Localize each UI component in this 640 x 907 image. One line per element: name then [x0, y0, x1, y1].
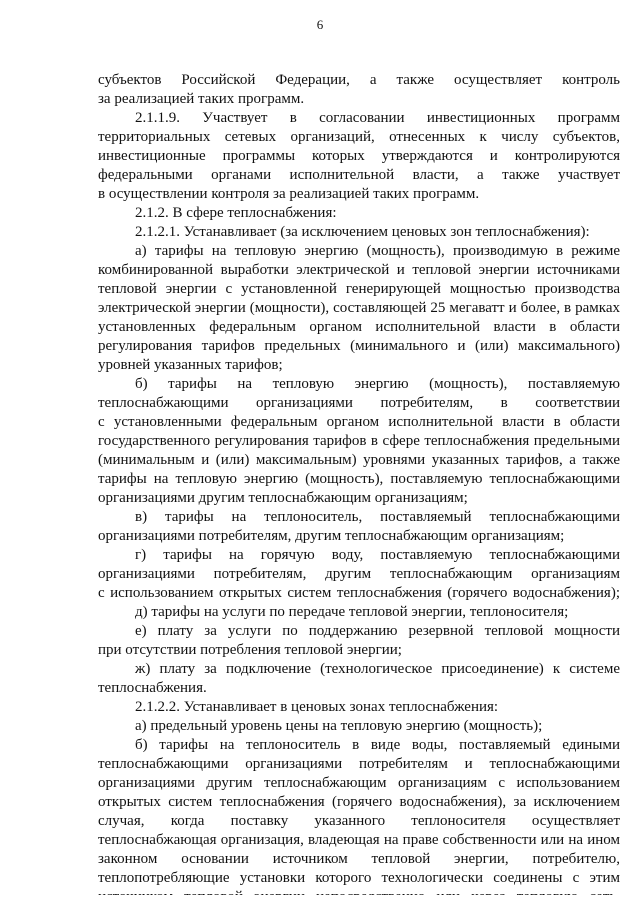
- text-line: комбинированной выработки электрической и тепловой энергии источниками: [98, 262, 620, 278]
- text-line: федеральными органами исполнительной власти, а также участвует: [98, 167, 620, 183]
- text-line: (минимальным и (или) максимальным) уровнями указанных тарифов, а также: [98, 452, 620, 468]
- text-line: организациями потребителям, другим теплоснабжающим организациям: [98, 566, 620, 582]
- text-line: государственного регулирования тарифов в сфере теплоснабжения предельными: [98, 433, 620, 449]
- text-line: инвестиционные программы которых утверждаются и контролируются: [98, 148, 620, 164]
- text-line: а) предельный уровень цены на тепловую энергию (мощность);: [135, 718, 543, 734]
- text-line: 2.1.2.2. Устанавливает в ценовых зонах теплоснабжения:: [135, 699, 499, 715]
- text-line: е) плату за услуги по поддержанию резервной тепловой мощности: [135, 623, 620, 639]
- text-line: тарифы на тепловую энергию (мощность), поставляемую теплоснабжающими: [98, 471, 620, 487]
- text-line: уровней указанных тарифов;: [98, 357, 283, 373]
- text-line: открытых систем теплоснабжения (горячего водоснабжения), за исключением: [98, 794, 620, 810]
- text-line: теплоснабжения.: [98, 680, 207, 696]
- text-line: случая, когда поставку указанного теплоносителя осуществляет: [98, 813, 620, 829]
- text-line: за реализацией таких программ.: [98, 91, 305, 107]
- text-line: д) тарифы на услуги по передаче тепловой энергии, теплоносителя;: [135, 604, 569, 620]
- text-line: а) тарифы на тепловую энергию (мощность), производимую в режиме: [135, 243, 620, 259]
- text-line: организациями другим теплоснабжающим организациям;: [98, 490, 468, 506]
- text-line: в осуществлении контроля за реализацией таких программ.: [98, 186, 480, 202]
- text-line: установленных федеральным органом исполнительной власти в области: [98, 319, 620, 335]
- text-line: территориальных сетевых организаций, отнесенных к числу субъектов,: [98, 129, 620, 145]
- text-line: электрической энергии (мощности), составляющей 25 мегаватт и более, в рамках: [98, 300, 620, 316]
- text-line: 2.1.2. В сфере теплоснабжения:: [135, 205, 337, 221]
- text-line: г) тарифы на горячую воду, поставляемую теплоснабжающими: [135, 547, 620, 563]
- text-line: организациями другим теплоснабжающим организациям с использованием: [98, 775, 620, 791]
- text-line: б) тарифы на тепловую энергию (мощность), поставляемую: [135, 376, 620, 392]
- text-line: регулирования тарифов предельных (минимального и (или) максимального): [98, 338, 620, 354]
- page-bottom-edge: [0, 895, 640, 905]
- text-line: организациями потребителям, другим теплоснабжающим организациям;: [98, 528, 565, 544]
- text-line: ж) плату за подключение (технологическое присоединение) к системе: [135, 661, 620, 677]
- text-line: б) тарифы на теплоноситель в виде воды, поставляемый едиными: [135, 737, 620, 753]
- text-line: теплоснабжающими организациями потребителям и теплоснабжающими: [98, 756, 620, 772]
- text-line: при отсутствии потребления тепловой энергии;: [98, 642, 402, 658]
- text-line: 2.1.1.9. Участвует в согласовании инвестиционных программ: [135, 110, 620, 126]
- page-number: 6: [316, 17, 324, 32]
- text-line: 2.1.2.1. Устанавливает (за исключением ценовых зон теплоснабжения):: [135, 224, 590, 240]
- text-line: с использованием открытых систем теплоснабжения (горячего водоснабжения);: [98, 585, 620, 601]
- text-line: теплоснабжающими организациями потребителям, в соответствии: [98, 395, 620, 411]
- text-line: тепловой энергии с установленной генерирующей мощностью производства: [98, 281, 620, 297]
- text-line: субъектов Российской Федерации, а также осуществляет контроль: [98, 72, 620, 88]
- text-line: законном основании источником тепловой энергии, потребителю,: [98, 851, 620, 867]
- text-line: с установленными федеральным органом исполнительной власти в области: [98, 414, 620, 430]
- text-line: теплопотребляющие установки которого технологически соединены с этим: [98, 870, 620, 886]
- text-line: в) тарифы на теплоноситель, поставляемый теплоснабжающими: [135, 509, 620, 525]
- text-line: теплоснабжающая организация, владеющая на праве собственности или на ином: [98, 832, 620, 848]
- document-body: [98, 71, 620, 907]
